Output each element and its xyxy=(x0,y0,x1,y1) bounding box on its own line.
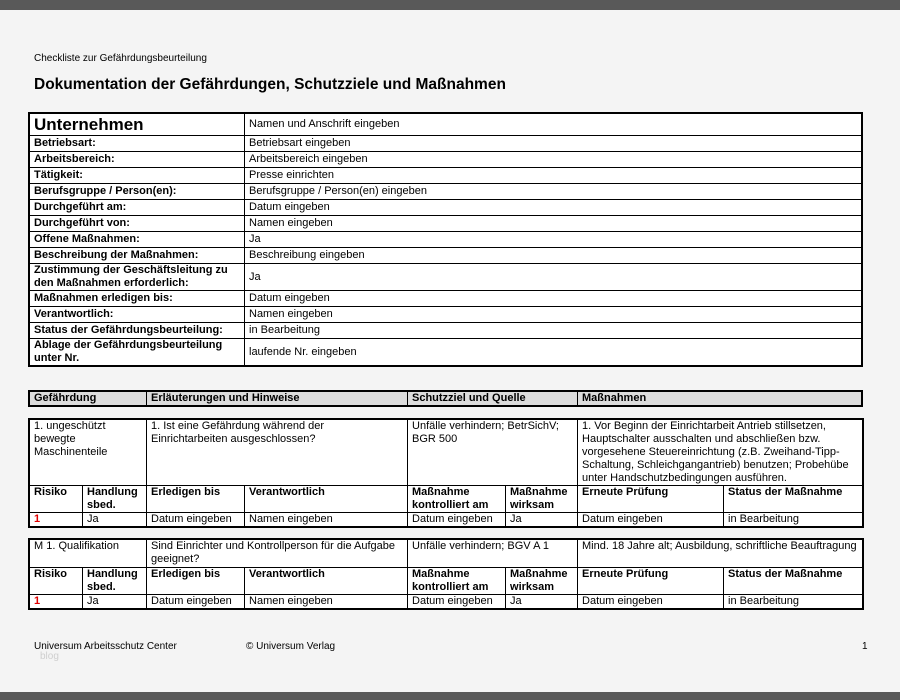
notes: 1. Ist eine Gefährdung während der Einrichtarbeiten ausgeschlossen? xyxy=(147,420,408,486)
footer-left: Universum Arbeitsschutz Center xyxy=(34,641,177,652)
info-label: Tätigkeit: xyxy=(30,168,245,184)
field-value[interactable]: Ja xyxy=(83,513,147,527)
field-value[interactable]: Namen eingeben xyxy=(245,513,408,527)
info-value[interactable]: Ja xyxy=(245,264,862,291)
field-value[interactable]: Datum eingeben xyxy=(578,595,724,609)
field-value[interactable]: Datum eingeben xyxy=(147,513,245,527)
field-value[interactable]: Datum eingeben xyxy=(408,513,506,527)
sub-column-header: Erledigen bis xyxy=(147,486,245,513)
company-value[interactable]: Namen und Anschrift eingeben xyxy=(245,114,862,136)
sub-column-header: Maßnahme wirksam xyxy=(506,486,578,513)
document-title: Dokumentation der Gefährdungen, Schutzziele und Maßnahmen xyxy=(34,76,506,93)
info-value[interactable]: in Bearbeitung xyxy=(245,323,862,339)
info-label: Arbeitsbereich: xyxy=(30,152,245,168)
info-label: Zustimmung der Geschäftsleitung zu den Maßnahmen erforderlich: xyxy=(30,264,245,291)
risk-value[interactable]: 1 xyxy=(30,595,83,609)
goal-source: Unfälle verhindern; BetrSichV; BGR 500 xyxy=(408,420,578,486)
info-value[interactable]: Berufsgruppe / Person(en) eingeben xyxy=(245,184,862,200)
col-erlaeuterungen: Erläuterungen und Hinweise xyxy=(147,392,408,406)
field-value[interactable]: in Bearbeitung xyxy=(724,595,863,609)
risk-value[interactable]: 1 xyxy=(30,513,83,527)
bottom-bar xyxy=(0,692,900,700)
footer-center: © Universum Verlag xyxy=(246,641,336,652)
info-label: Status der Gefährdungsbeurteilung: xyxy=(30,323,245,339)
info-label: Durchgeführt von: xyxy=(30,216,245,232)
sub-column-header: Status der Maßnahme xyxy=(724,486,863,513)
info-label: Berufsgruppe / Person(en): xyxy=(30,184,245,200)
field-value[interactable]: Datum eingeben xyxy=(578,513,724,527)
page-number: 1 xyxy=(862,641,868,652)
company-label: Unternehmen xyxy=(30,114,245,136)
document-subtitle: Checkliste zur Gefährdungsbeurteilung xyxy=(34,53,207,64)
info-label: Maßnahmen erledigen bis: xyxy=(30,291,245,307)
hazard: M 1. Qualifikation xyxy=(30,540,147,568)
col-gefaehrdung: Gefährdung xyxy=(30,392,147,406)
col-schutzziel: Schutzziel und Quelle xyxy=(408,392,578,406)
watermark: blog xyxy=(40,651,59,662)
sub-column-header: Handlung sbed. xyxy=(83,568,147,595)
sub-column-header: Risiko xyxy=(30,486,83,513)
field-value[interactable]: Datum eingeben xyxy=(408,595,506,609)
hazard: 1. ungeschützt bewegte Maschinenteile xyxy=(30,420,147,486)
column-header-table xyxy=(29,391,862,406)
field-value[interactable]: Datum eingeben xyxy=(147,595,245,609)
top-bar xyxy=(0,0,900,10)
sub-column-header: Status der Maßnahme xyxy=(724,568,863,595)
info-value[interactable]: Betriebsart eingeben xyxy=(245,136,862,152)
info-label: Ablage der Gefährdungsbeurteilung unter Nr. xyxy=(30,339,245,366)
info-value[interactable]: Beschreibung eingeben xyxy=(245,248,862,264)
info-label: Betriebsart: xyxy=(30,136,245,152)
notes: Sind Einrichter und Kontrollperson für die Aufgabe geeignet? xyxy=(147,540,408,568)
sub-column-header: Maßnahme kontrolliert am xyxy=(408,568,506,595)
col-massnahmen: Maßnahmen xyxy=(578,392,862,406)
info-label: Durchgeführt am: xyxy=(30,200,245,216)
sub-column-header: Maßnahme kontrolliert am xyxy=(408,486,506,513)
sub-column-header: Risiko xyxy=(30,568,83,595)
field-value[interactable]: Ja xyxy=(506,595,578,609)
sub-column-header: Erneute Prüfung xyxy=(578,568,724,595)
field-value[interactable]: Ja xyxy=(83,595,147,609)
info-value[interactable]: Datum eingeben xyxy=(245,291,862,307)
info-label: Verantwortlich: xyxy=(30,307,245,323)
sub-column-header: Erledigen bis xyxy=(147,568,245,595)
info-value[interactable]: Namen eingeben xyxy=(245,307,862,323)
info-value[interactable]: Arbeitsbereich eingeben xyxy=(245,152,862,168)
measures: 1. Vor Beginn der Einrichtarbeit Antrieb stillsetzen, Hauptschalter ausschalten und abschließen bzw. vorgesehene Steuereinrichtung (z.B. Zweihand-Tipp-Schaltung, Schleichgangantrieb) benutzen; Probehübe unter Handschutzbedingungen ausführen. xyxy=(578,420,863,486)
info-value[interactable]: Presse einrichten xyxy=(245,168,862,184)
info-label: Beschreibung der Maßnahmen: xyxy=(30,248,245,264)
info-label: Offene Maßnahmen: xyxy=(30,232,245,248)
goal-source: Unfälle verhindern; BGV A 1 xyxy=(408,540,578,568)
hazard-block xyxy=(29,419,863,527)
sub-column-header: Handlung sbed. xyxy=(83,486,147,513)
info-value[interactable]: laufende Nr. eingeben xyxy=(245,339,862,366)
info-value[interactable]: Ja xyxy=(245,232,862,248)
measures: Mind. 18 Jahre alt; Ausbildung, schriftliche Beauftragung xyxy=(578,540,863,568)
info-value[interactable]: Namen eingeben xyxy=(245,216,862,232)
sub-column-header: Erneute Prüfung xyxy=(578,486,724,513)
sub-column-header: Verantwortlich xyxy=(245,568,408,595)
field-value[interactable]: Ja xyxy=(506,513,578,527)
hazard-block xyxy=(29,539,863,609)
info-value[interactable]: Datum eingeben xyxy=(245,200,862,216)
sub-column-header: Maßnahme wirksam xyxy=(506,568,578,595)
field-value[interactable]: in Bearbeitung xyxy=(724,513,863,527)
field-value[interactable]: Namen eingeben xyxy=(245,595,408,609)
info-table xyxy=(29,113,862,366)
sub-column-header: Verantwortlich xyxy=(245,486,408,513)
